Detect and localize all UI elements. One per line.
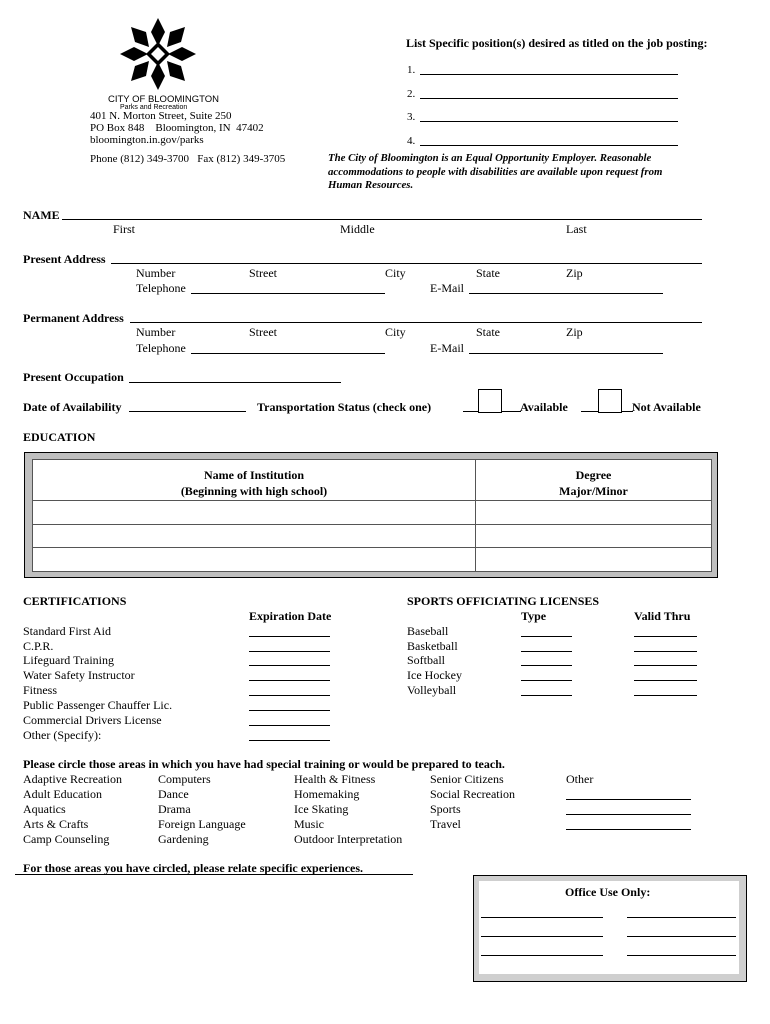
office-field[interactable] [481,955,603,956]
education-label: EDUCATION [23,430,96,444]
address-line-1: 401 N. Morton Street, Suite 250 [90,110,232,122]
type-header: Type [521,609,547,623]
area-item[interactable]: Music [294,817,324,831]
area-item[interactable]: Ice Skating [294,802,349,816]
number-label: Number [136,325,176,339]
not-available-label: Not Available [632,400,701,414]
city-logo [118,16,198,92]
not-available-checkbox[interactable] [598,389,622,413]
experience-underline [15,874,413,875]
area-item[interactable]: Senior Citizens [430,772,504,786]
telephone-label: Telephone [136,281,186,295]
sport-type-field[interactable] [521,651,572,652]
other-area-field[interactable] [566,814,691,815]
zip-label: Zip [566,325,583,339]
area-item[interactable]: Travel [430,817,461,831]
area-item[interactable]: Social Recreation [430,787,515,801]
state-label: State [476,266,500,280]
present-address-field[interactable] [111,263,702,264]
cert-expiration-field[interactable] [249,710,330,711]
star-logo-icon [118,16,198,92]
cert-expiration-field[interactable] [249,740,330,741]
cert-item: Standard First Aid [23,624,112,638]
office-field[interactable] [627,955,736,956]
area-item[interactable]: Drama [158,802,191,816]
experience-prompt: For those areas you have circled, please relate specific experiences. [23,861,364,875]
sport-valid-field[interactable] [634,680,697,681]
cert-item: Public Passenger Chauffer Lic. [23,698,173,712]
cert-expiration-field[interactable] [249,695,330,696]
positions-title: List Specific position(s) desired as titled on the job posting: [406,36,708,50]
sport-valid-field[interactable] [634,651,697,652]
city-label: City [385,266,406,280]
office-field[interactable] [481,936,603,937]
middle-label: Middle [340,222,375,236]
occupation-label: Present Occupation [23,370,124,384]
available-checkbox[interactable] [478,389,502,413]
cert-expiration-field[interactable] [249,680,330,681]
cert-expiration-field[interactable] [249,636,330,637]
sport-item: Volleyball [407,683,457,697]
permanent-telephone-field[interactable] [191,353,385,354]
area-item[interactable]: Arts & Crafts [23,817,89,831]
phone-fax: Phone (812) 349-3700 Fax (812) 349-3705 [90,153,286,165]
street-label: Street [249,325,277,339]
area-item[interactable]: Outdoor Interpretation [294,832,403,846]
state-label: State [476,325,500,339]
present-address-label: Present Address [23,252,106,266]
degree-cell-2[interactable] [475,524,712,548]
dept-name: Parks and Recreation [120,104,188,111]
area-item[interactable]: Camp Counseling [23,832,110,846]
position-2-field[interactable] [420,98,678,99]
area-item[interactable]: Gardening [158,832,209,846]
other-area-field[interactable] [566,799,691,800]
area-item[interactable]: Dance [158,787,189,801]
areas-prompt: Please circle those areas in which you have had special training or would be prepared to teach. [23,757,505,771]
degree-header-cell [475,459,712,501]
number-label: Number [136,266,176,280]
office-use-title: Office Use Only: [565,885,651,899]
position-number: 2. [407,88,416,100]
email-label: E-Mail [430,281,464,295]
degree-header: Degree [575,468,612,482]
institution-header: Name of Institution [203,468,304,482]
position-3-field[interactable] [420,121,678,122]
major-minor-header: Major/Minor [559,484,628,498]
cert-item: Lifeguard Training [23,653,114,667]
area-item[interactable]: Aquatics [23,802,66,816]
position-number: 4. [407,135,416,147]
name-field[interactable] [62,219,702,220]
sport-type-field[interactable] [521,695,572,696]
transportation-label: Transportation Status (check one) [257,400,432,414]
area-item[interactable]: Foreign Language [158,817,246,831]
cert-item: Water Safety Instructor [23,668,135,682]
degree-cell-3[interactable] [475,547,712,572]
availability-date-field[interactable] [129,411,246,412]
experience-area[interactable] [15,876,415,984]
area-item[interactable]: Homemaking [294,787,360,801]
other-area-label: Other [566,772,594,786]
valid-thru-header: Valid Thru [634,609,691,623]
cert-item: Commercial Drivers License [23,713,162,727]
sport-type-field[interactable] [521,636,572,637]
office-field[interactable] [627,917,736,918]
degree-cell-1[interactable] [475,500,712,525]
sport-type-field[interactable] [521,680,572,681]
sports-label: SPORTS OFFICIATING LICENSES [407,594,600,608]
cert-item: Fitness [23,683,58,697]
present-email-field[interactable] [469,293,663,294]
permanent-email-field[interactable] [469,353,663,354]
website: bloomington.in.gov/parks [90,134,204,146]
sport-valid-field[interactable] [634,636,697,637]
institution-cell-1[interactable] [32,500,476,525]
telephone-label: Telephone [136,341,186,355]
cert-expiration-field[interactable] [249,665,330,666]
position-4-field[interactable] [420,145,678,146]
institution-cell-3[interactable] [32,547,476,572]
cert-expiration-field[interactable] [249,651,330,652]
certifications-label: CERTIFICATIONS [23,594,127,608]
sport-item: Baseball [407,624,449,638]
last-label: Last [566,222,587,236]
sport-item: Basketball [407,639,458,653]
name-label: NAME [23,208,60,222]
area-item[interactable]: Adaptive Recreation [23,772,122,786]
available-label: Available [520,400,568,414]
institution-subheader: (Beginning with high school) [180,484,328,498]
street-label: Street [249,266,277,280]
area-item[interactable]: Computers [158,772,211,786]
office-field[interactable] [627,936,736,937]
area-item[interactable]: Health & Fitness [294,772,376,786]
cert-item: Other (Specify): [23,728,102,742]
first-label: First [113,222,136,236]
sport-item: Softball [407,653,445,667]
zip-label: Zip [566,266,583,280]
office-field[interactable] [481,917,603,918]
city-label: City [385,325,406,339]
permanent-address-label: Permanent Address [23,311,124,325]
permanent-address-field[interactable] [130,322,702,323]
eeo-statement: The City of Bloomington is an Equal Opportunity Employer. Reasonable accommodations to people with disabilities are available upon request from Human Resources. [328,152,663,191]
occupation-field[interactable] [129,382,341,383]
availability-label: Date of Availability [23,400,122,414]
area-item[interactable]: Sports [430,802,461,816]
institution-header-cell [32,459,476,501]
area-item[interactable]: Adult Education [23,787,102,801]
position-1-field[interactable] [420,74,678,75]
cert-item: C.P.R. [23,639,54,653]
position-number: 1. [407,64,416,76]
org-name: CITY OF BLOOMINGTON [108,94,220,105]
address-line-2: PO Box 848 Bloomington, IN 47402 [90,122,264,134]
sport-type-field[interactable] [521,665,572,666]
expiration-header: Expiration Date [249,609,332,623]
email-label: E-Mail [430,341,464,355]
cert-expiration-field[interactable] [249,725,330,726]
other-area-field[interactable] [566,829,691,830]
institution-cell-2[interactable] [32,524,476,548]
sport-item: Ice Hockey [407,668,462,682]
sport-valid-field[interactable] [634,695,697,696]
present-telephone-field[interactable] [191,293,385,294]
sport-valid-field[interactable] [634,665,697,666]
position-number: 3. [407,111,416,123]
